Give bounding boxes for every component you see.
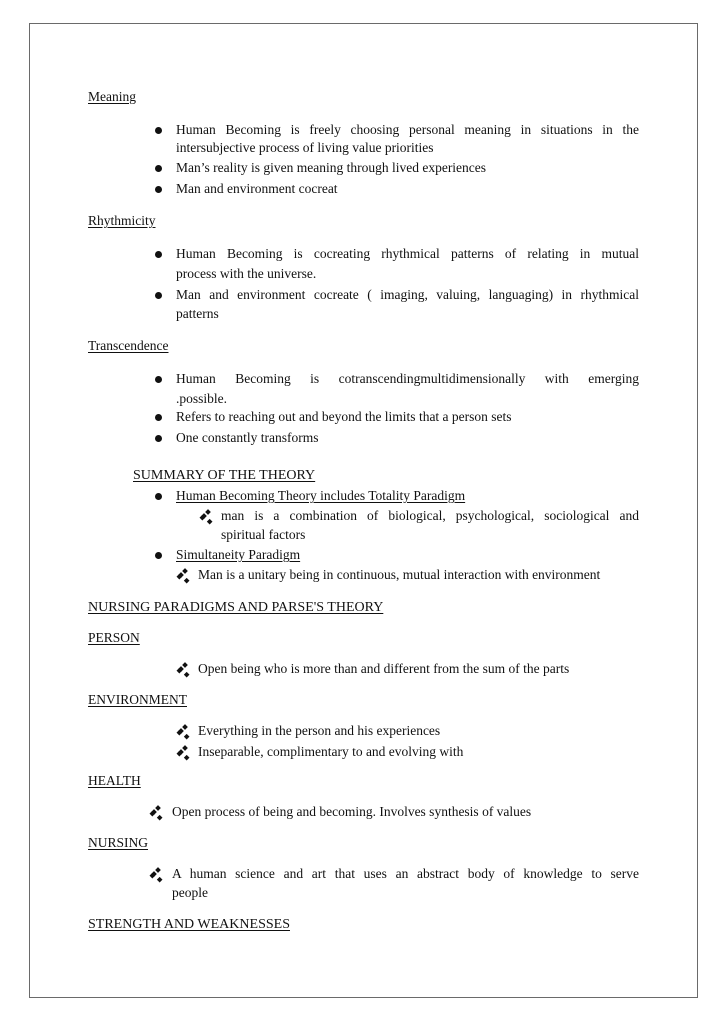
bullet-dot-icon: [155, 435, 162, 442]
meaning-bullet-1-line-1: Human Becoming is freely choosing personal meaning in situations in the: [176, 122, 639, 137]
diamond-bullet-icon: [179, 725, 191, 737]
nursing-definition-line-1: A human science and art that uses an abstract body of knowledge to serve: [172, 866, 639, 881]
rhythmicity-bullet-2-line-2: patterns: [176, 306, 219, 321]
meaning-bullet-2: Man’s reality is given meaning through lived experiences: [176, 160, 487, 175]
diamond-bullet-icon: [202, 510, 214, 522]
diamond-bullet-icon: [179, 746, 191, 758]
transcendence-bullet-3: One constantly transforms: [176, 430, 319, 445]
summary-bullet-simultaneity: Simultaneity Paradigm: [176, 547, 301, 562]
meaning-bullet-1-line-2: intersubjective process of living value priorities: [176, 140, 434, 155]
person-definition: Open being who is more than and different from the sum of the parts: [198, 661, 570, 676]
summary-bullet-totality: Human Becoming Theory includes Totality Paradigm: [176, 488, 466, 503]
bullet-dot-icon: [155, 251, 162, 258]
rhythmicity-bullet-1-line-2: process with the universe.: [176, 266, 317, 281]
transcendence-bullet-1-line-1: Human Becoming is cotranscendingmultidimensionally with emerging: [176, 371, 639, 386]
paradigm-heading-health: HEALTH: [88, 773, 141, 788]
paradigm-heading-person: PERSON: [88, 630, 140, 645]
strengths-weaknesses-heading: STRENGTH AND WEAKNESSES: [88, 917, 290, 932]
summary-heading: SUMMARY OF THE THEORY: [133, 468, 316, 483]
bullet-dot-icon: [155, 165, 162, 172]
rhythmicity-bullet-1-line-1: Human Becoming is cocreating rhythmical patterns of relating in mutual: [176, 246, 639, 261]
health-definition: Open process of being and becoming. Involves synthesis of values: [172, 804, 532, 819]
section-heading-meaning: Meaning: [88, 89, 136, 104]
bullet-dot-icon: [155, 186, 162, 193]
transcendence-bullet-1-line-2: .possible.: [176, 391, 228, 406]
diamond-bullet-icon: [179, 663, 191, 675]
diamond-bullet-icon: [152, 868, 164, 880]
summary-totality-detail-line-1: man is a combination of biological, psychological, sociological and: [221, 508, 639, 523]
summary-simultaneity-detail: Man is a unitary being in continuous, mutual interaction with environment: [198, 567, 601, 582]
bullet-dot-icon: [155, 493, 162, 500]
summary-totality-detail-line-2: spiritual factors: [221, 527, 306, 542]
environment-item-1: Everything in the person and his experiences: [198, 723, 441, 738]
bullet-dot-icon: [155, 414, 162, 421]
paradigm-heading-environment: ENVIRONMENT: [88, 692, 187, 707]
bullet-dot-icon: [155, 292, 162, 299]
bullet-dot-icon: [155, 552, 162, 559]
diamond-bullet-icon: [179, 569, 191, 581]
paradigms-heading: NURSING PARADIGMS AND PARSE'S THEORY: [88, 600, 384, 615]
diamond-bullet-icon: [152, 806, 164, 818]
rhythmicity-bullet-2-line-1: Man and environment cocreate ( imaging, valuing, languaging) in rhythmical: [176, 287, 639, 302]
transcendence-bullet-2: Refers to reaching out and beyond the limits that a person sets: [176, 409, 512, 424]
meaning-bullet-3: Man and environment cocreat: [176, 181, 338, 196]
section-heading-transcendence: Transcendence: [88, 338, 169, 353]
environment-item-2: Inseparable, complimentary to and evolving with: [198, 744, 464, 759]
nursing-definition-line-2: people: [172, 885, 208, 900]
paradigm-heading-nursing: NURSING: [88, 835, 149, 850]
section-heading-rhythmicity: Rhythmicity: [88, 213, 156, 228]
bullet-dot-icon: [155, 376, 162, 383]
bullet-dot-icon: [155, 127, 162, 134]
